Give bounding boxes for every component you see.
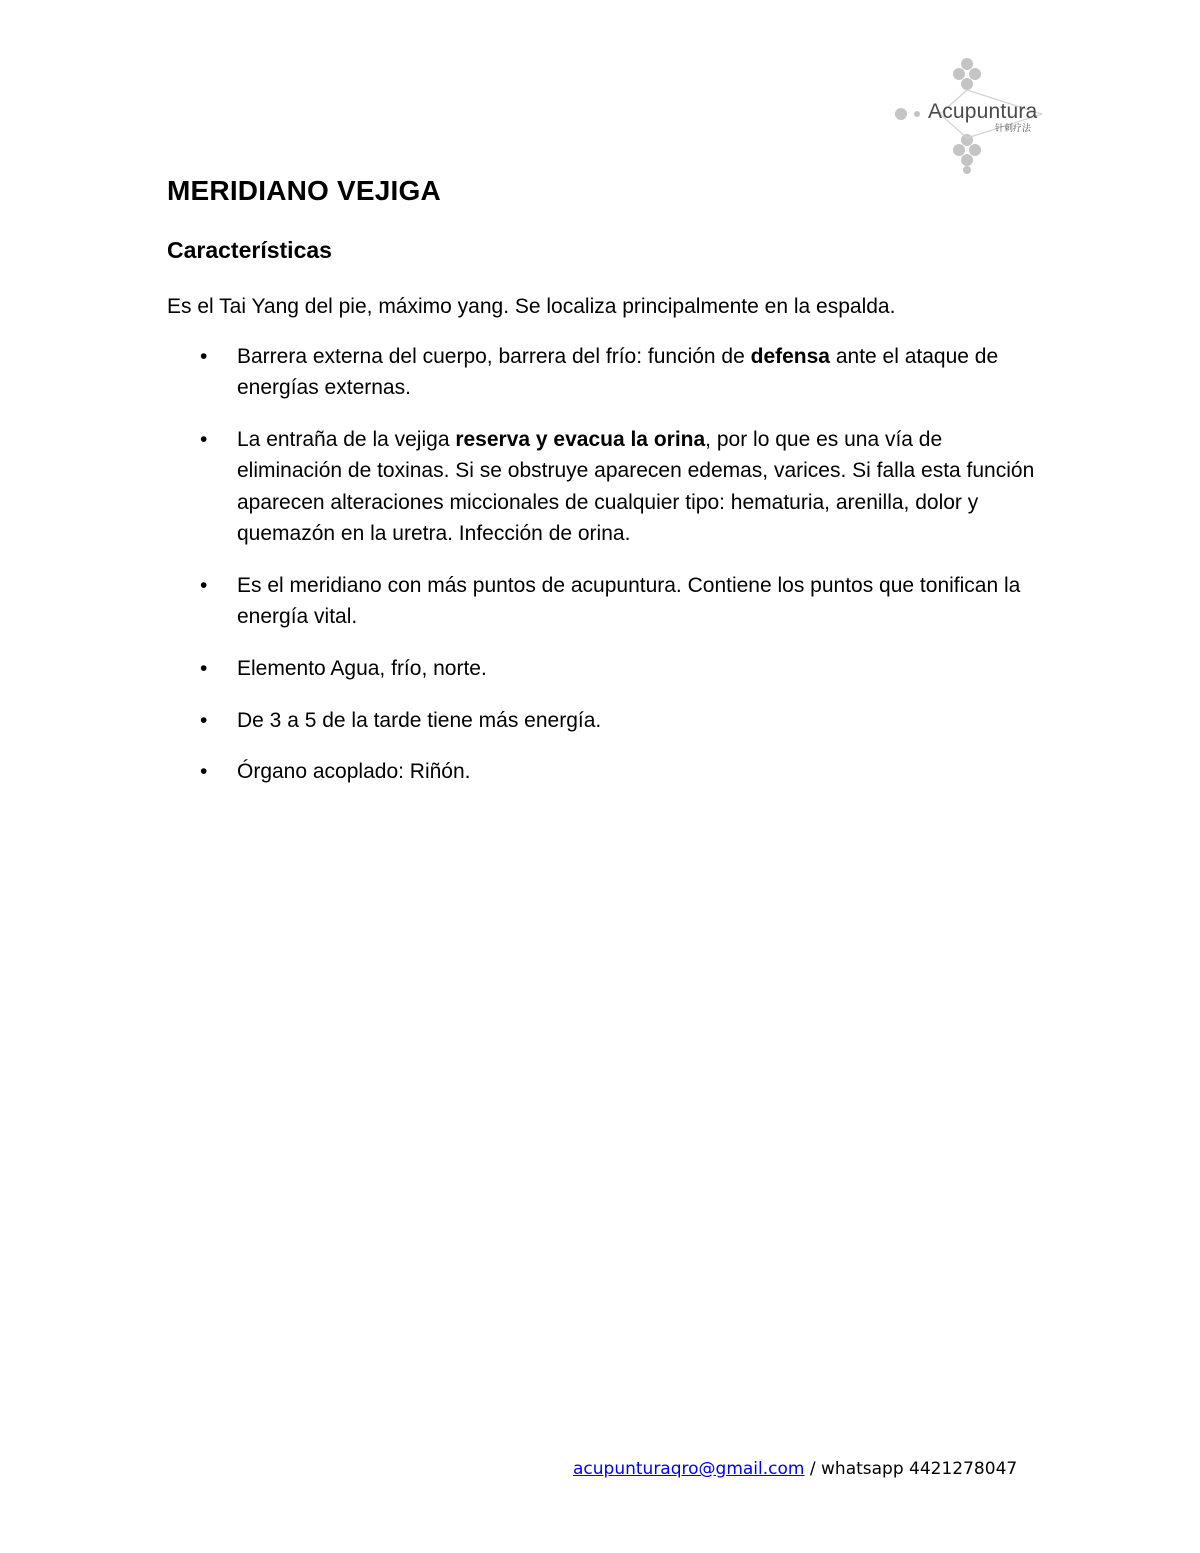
- list-item-bold: defensa: [750, 345, 830, 368]
- logo-wordmark: Acupuntura: [928, 100, 1038, 123]
- logo-subtitle: 针刺疗法: [995, 124, 1032, 134]
- list-item-text: La entraña de la vejiga: [237, 428, 456, 452]
- list-item: [167, 705, 1047, 736]
- whatsapp-contact: whatsapp 4421278047: [821, 1459, 1018, 1479]
- list-item-text: , por lo que es una vía de eliminación de toxinas. Si se obstruye aparecen edemas, varices. Si falla esta función aparecen alteraciones miccionales de cualquier tipo: hematuria, arenilla, dolor y quemazón en la uretra. Infección de orina.: [237, 428, 1035, 545]
- list-item-text: De 3 a 5 de la tarde tiene más energía.: [237, 708, 602, 732]
- list-item: [167, 570, 1047, 633]
- intro-paragraph: Es el Tai Yang del pie, máximo yang. Se localiza principalmente en la espalda.: [167, 295, 896, 318]
- characteristics-list: [167, 341, 1047, 808]
- list-item: [167, 424, 1047, 549]
- list-item-text: Es el meridiano con más puntos de acupuntura. Contiene los puntos que tonifican la energía vital.: [237, 573, 1021, 629]
- list-item: [167, 341, 1047, 404]
- list-item: [167, 756, 1047, 787]
- footer: [573, 1459, 1017, 1479]
- list-item-text: Elemento Agua, frío, norte.: [237, 656, 487, 680]
- email-link[interactable]: acupunturaqro@gmail.com: [573, 1459, 805, 1479]
- footer-separator: /: [804, 1459, 822, 1479]
- acupuntura-logo: [890, 52, 1050, 176]
- list-item-bold: reserva y evacua la orina: [455, 428, 706, 452]
- list-item: [167, 653, 1047, 684]
- list-item-text: Barrera externa del cuerpo, barrera del frío: función de: [237, 345, 751, 368]
- list-item-text: Órgano acoplado: Riñón.: [237, 760, 471, 784]
- list-item-text: ante el ataque de energías externas.: [237, 345, 999, 400]
- page-title: MERIDIANO VEJIGA: [167, 175, 441, 206]
- section-heading: Características: [167, 237, 332, 263]
